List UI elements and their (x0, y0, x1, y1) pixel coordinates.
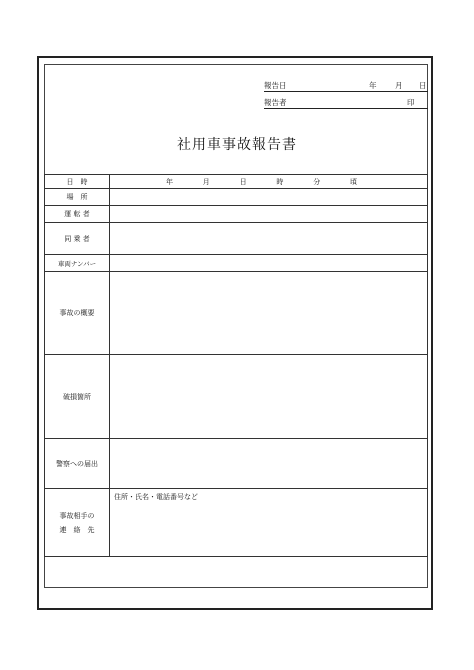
row-place (45, 189, 428, 206)
label-contact (45, 489, 110, 557)
label-passenger: 同 乗 者 (45, 223, 110, 255)
row-police (45, 439, 428, 489)
report-date-label: 報告日 (264, 81, 287, 90)
plate-field[interactable] (110, 255, 428, 272)
label-contact-line1: 事故相手の (59, 511, 95, 520)
label-datetime: 日 時 (45, 175, 110, 189)
row-datetime (45, 175, 428, 189)
summary-field[interactable] (110, 272, 428, 355)
dt-approx: 頃 (349, 177, 357, 186)
label-place: 場 所 (45, 189, 110, 206)
reporter-label: 報告者 (264, 98, 287, 107)
label-contact-line2: 連 絡 先 (59, 525, 95, 534)
accident-report-table (44, 174, 428, 557)
row-summary (45, 272, 428, 355)
report-date-month: 月 (395, 81, 403, 90)
contact-note: 住所・氏名・電話番号など (114, 493, 198, 501)
label-damage: 破損箇所 (45, 355, 110, 439)
page-title: 社用車事故報告書 (177, 137, 297, 153)
driver-field[interactable] (110, 206, 428, 223)
seal-mark: 印 (407, 98, 415, 107)
label-police: 警察への届出 (45, 439, 110, 489)
label-plate: 車両ナンバー (45, 255, 110, 272)
report-date-day: 日 (419, 81, 427, 90)
row-driver (45, 206, 428, 223)
report-date-underline (264, 91, 428, 92)
dt-month: 月 (202, 177, 210, 186)
row-passenger (45, 223, 428, 255)
police-field[interactable] (110, 439, 428, 489)
place-field[interactable] (110, 189, 428, 206)
row-plate (45, 255, 428, 272)
passenger-field[interactable] (110, 223, 428, 255)
datetime-field[interactable] (110, 175, 428, 189)
dt-year: 年 (166, 177, 173, 186)
dt-day: 日 (239, 177, 247, 186)
row-contact (45, 489, 428, 557)
label-summary: 事故の概要 (45, 272, 110, 355)
report-date-year: 年 (369, 81, 377, 90)
dt-minute: 分 (313, 177, 321, 186)
damage-field[interactable] (110, 355, 428, 439)
reporter-underline (264, 108, 428, 109)
row-damage (45, 355, 428, 439)
dt-hour: 時 (276, 177, 284, 186)
label-driver: 運 転 者 (45, 206, 110, 223)
contact-field[interactable] (110, 489, 428, 557)
